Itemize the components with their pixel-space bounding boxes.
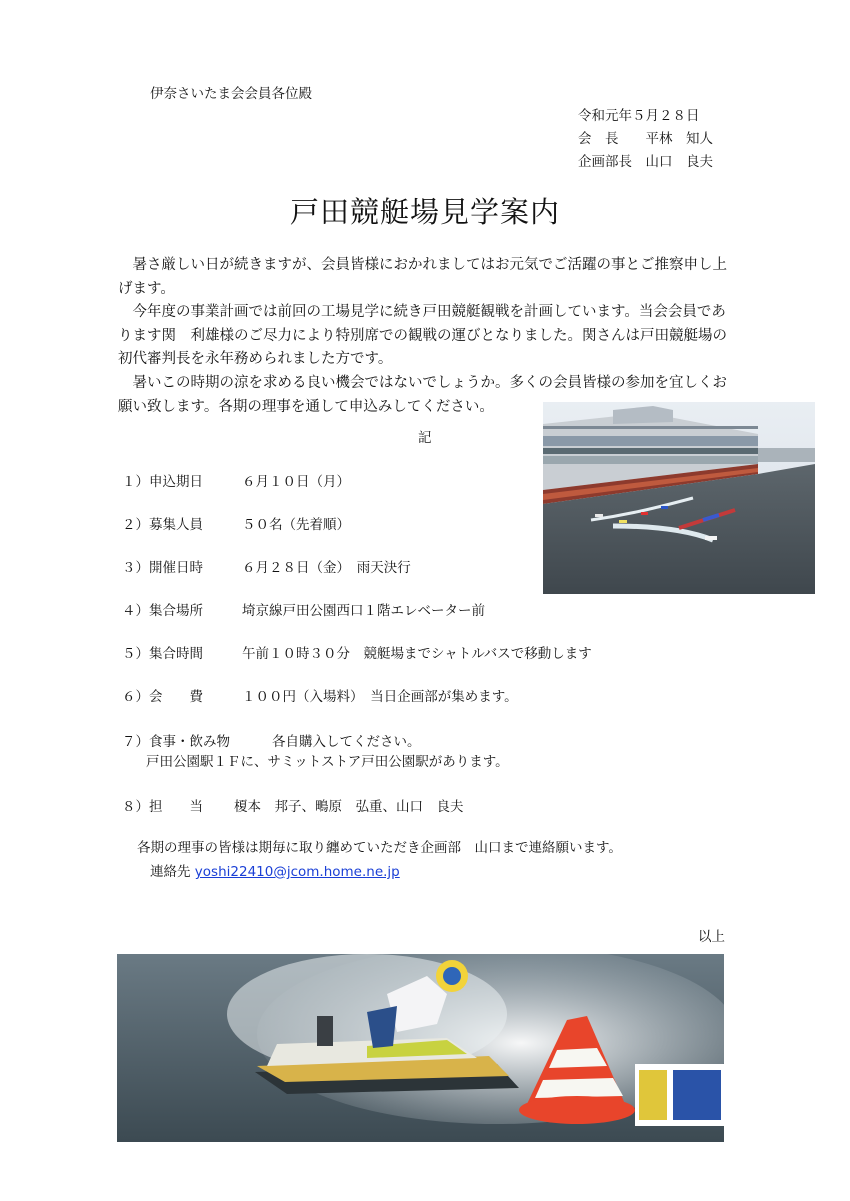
item-value: 埼京線戸田公園西口１階エレベーター前 <box>242 603 485 619</box>
item-event-date <box>122 556 411 576</box>
contact-email-link[interactable]: yoshi22410@jcom.home.ne.jp <box>194 864 400 880</box>
item-value: ６月１０日（月） <box>242 474 350 490</box>
addressee: 伊奈さいたま会会員各位殿 <box>150 86 312 102</box>
item-meeting-place <box>122 599 485 619</box>
item-label: １）申込期日 <box>122 474 203 490</box>
body-text <box>118 254 740 419</box>
item-value: 午前１０時３０分 競艇場までシャトルバスで移動します <box>242 646 592 662</box>
page-title: 戸田競艇場見学案内 <box>289 195 560 229</box>
item-label: ２）募集人員 <box>122 517 203 533</box>
item-persons-in-charge <box>122 795 464 815</box>
boat-race-photo <box>117 954 724 1142</box>
item-label: ５）集合時間 <box>122 646 203 662</box>
item-food-drink <box>122 730 421 750</box>
body-paragraph: 今年度の事業計画では前回の工場見学に続き戸田競艇観戦を計画しています。当会会員であります関 利雄様のご尽力により特別席での観戦の運びとなりました。関さんは戸田競艇場の初代審判長を永年務められました方です。 <box>118 304 727 368</box>
item-application-date <box>122 470 350 490</box>
body-paragraph: 暑いこの時期の涼を求める良い機会ではないでしょうか。多くの会員皆様の参加を宜しくお願い致します。各期の理事を通して申込みしてください。 <box>118 374 727 415</box>
stadium-illustration <box>543 402 815 594</box>
item-label: ８）担 当 <box>122 799 203 815</box>
item-label: ６）会 費 <box>122 689 203 705</box>
item-fee <box>122 685 518 705</box>
item-value: ６月２８日（金） 雨天決行 <box>242 560 411 576</box>
item-label: ７）食事・飲み物 <box>122 734 230 750</box>
item-meeting-time <box>122 642 592 662</box>
president-name: 会 長 平林 知人 <box>578 131 713 147</box>
ki-heading: 記 <box>418 430 432 446</box>
contact-line <box>150 860 400 880</box>
item-value: 各自購入してください。 <box>272 734 421 750</box>
body-paragraph: 暑さ厳しい日が続きますが、会員皆様におかれましてはお元気でご活躍の事とご推察申し上げます。 <box>118 257 727 297</box>
planning-manager-name: 企画部長 山口 良夫 <box>578 154 713 170</box>
item-recruitment <box>122 513 350 533</box>
item-label: ３）開催日時 <box>122 560 203 576</box>
item-value: 榎本 邦子、鴫原 弘重、山口 良夫 <box>234 799 464 815</box>
contact-note: 各期の理事の皆様は期毎に取り纏めていただき企画部 山口まで連絡願います。 <box>137 840 622 856</box>
stadium-photo <box>543 402 815 594</box>
item-value: ５０名（先着順） <box>242 517 350 533</box>
item-value: １００円（入場料） 当日企画部が集めます。 <box>242 689 518 705</box>
item-food-drink-note: 戸田公園駅１Ｆに、サミットストア戸田公園駅があります。 <box>146 754 509 770</box>
boat-race-illustration <box>117 954 724 1142</box>
date: 令和元年５月２８日 <box>578 108 700 124</box>
contact-label: 連絡先 <box>150 864 191 880</box>
closing-mark: 以上 <box>698 929 725 945</box>
item-label: ４）集合場所 <box>122 603 203 619</box>
